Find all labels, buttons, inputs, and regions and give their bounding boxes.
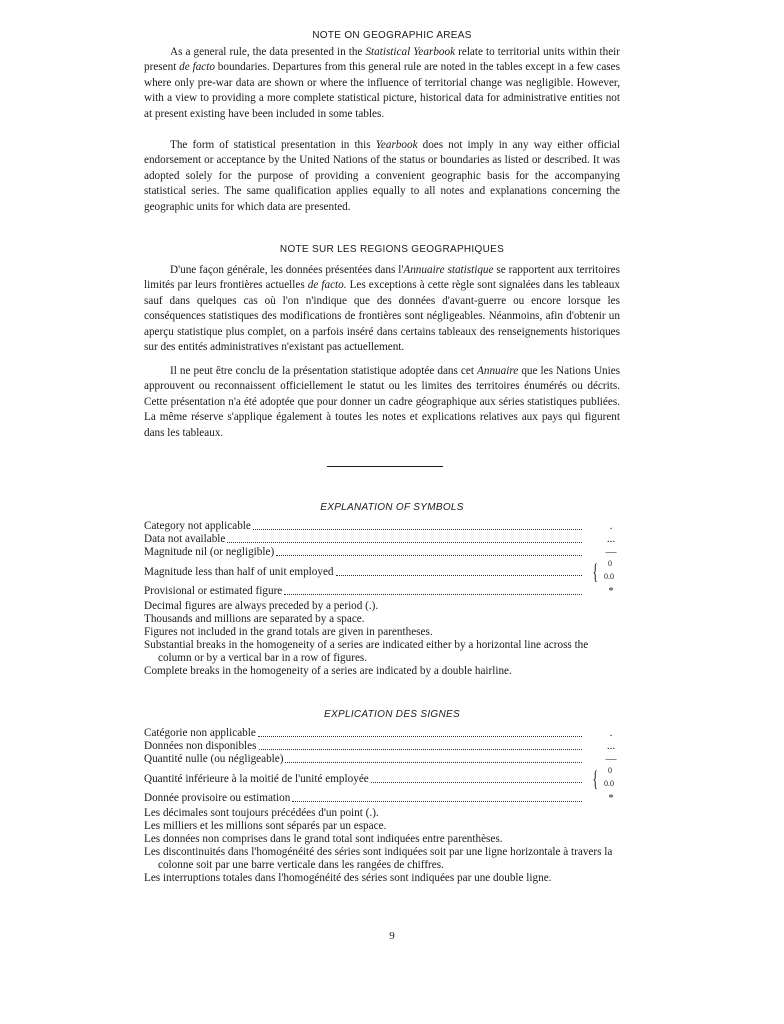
symbol-value: — [605, 753, 617, 765]
symbol-row [144, 559, 622, 585]
symbol-label: Magnitude less than half of unit employed [144, 566, 334, 578]
symbol-value: * [608, 792, 614, 804]
symbol-label: Quantité inférieure à la moitié de l'unité employée [144, 773, 369, 785]
symbol-label: Données non disponibles [144, 740, 257, 752]
symbol-row [144, 546, 622, 559]
brace-icon: { [592, 766, 599, 791]
symbol-value: * [608, 585, 614, 597]
symbol-label: Provisional or estimated figure [144, 585, 283, 597]
symbol-label: Catégorie non applicable [144, 727, 256, 739]
symbol-note: Les interruptions totales dans l'homogénéité des séries sont indiquées par une double ligne. [144, 872, 552, 884]
symbol-value: . [609, 520, 613, 532]
symbol-row [144, 520, 622, 533]
symbol-row [144, 753, 622, 766]
note-en-paragraph-2: The form of statistical presentation in this Yearbook does not imply in any way either official endorsement or acceptance by the United Nations of the status or boundaries as listed or described. It was adopted solely for the purpose of providing a convenient geographic basis for the accompanying statistical series. The same qualification applies equally to all notes and explanations concerning the geographic units for which data are presented. [144, 139, 620, 213]
symbol-row [144, 792, 622, 805]
symbol-note: Substantial breaks in the homogeneity of a series are indicated either by a horizontal line across the column or by a vertical bar in a row of figures. [144, 639, 589, 664]
page-number: 9 [389, 930, 395, 942]
symbols-en-notes [144, 600, 622, 678]
symbol-note: Les décimales sont toujours précédées d'un point (.). [144, 807, 379, 819]
symbol-note: Decimal figures are always preceded by a period (.). [144, 600, 379, 612]
symbol-row [144, 727, 622, 740]
section-divider [327, 466, 443, 467]
symbol-row [144, 740, 622, 753]
symbol-value: { 0 0.0 [592, 766, 614, 791]
symbol-note: Complete breaks in the homogeneity of a series are indicated by a double hairline. [144, 665, 512, 677]
symbol-value: ... [606, 740, 616, 752]
symbols-fr-notes [144, 807, 622, 885]
symbol-row [144, 533, 622, 546]
symbol-note: Les données non comprises dans le grand total sont indiquées entre parenthèses. [144, 833, 503, 845]
symbol-value: { 0 0.0 [592, 559, 614, 584]
note-fr-title: NOTE SUR LES REGIONS GEOGRAPHIQUES [279, 244, 505, 255]
symbol-note: Thousands and millions are separated by a space. [144, 613, 365, 625]
symbols-en-table [144, 520, 622, 598]
symbols-fr-title: EXPLICATION DES SIGNES [324, 709, 460, 720]
symbol-label: Data not available [144, 533, 226, 545]
brace-icon: { [592, 559, 599, 584]
symbol-label: Quantité nulle (ou négligeable) [144, 753, 284, 765]
symbol-label: Category not applicable [144, 520, 251, 532]
symbol-note: Les discontinuités dans l'homogénéité des séries sont indiquées soit par une ligne horizontale à travers la colonne soit par une barre verticale dans les rangées de chiffres. [144, 846, 613, 871]
symbols-en-title: EXPLANATION OF SYMBOLS [320, 502, 464, 513]
symbol-label: Magnitude nil (or negligible) [144, 546, 275, 558]
symbol-row [144, 766, 622, 792]
symbol-value: — [605, 546, 617, 558]
symbols-fr-table [144, 727, 622, 805]
note-en-paragraph-1: As a general rule, the data presented in the Statistical Yearbook relate to territorial units within their present de facto boundaries. Departures from this general rule are noted in the tables except in a few cases where only pre-war data are shown or where the influence of territorial change was negligible. However, with a view to providing a more complete statistical picture, historical data for administrative entities not at present existing have been included in some tables. [144, 46, 620, 120]
note-fr-paragraph-2: Il ne peut être conclu de la présentation statistique adoptée dans cet Annuaire que les Nations Unies approuvent ou reconnaissent officiellement le statut ou les limites des territoires énumérés ou décrits. Cette présentation n'a été adoptée que pour donner un cadre géographique aux séries statistiques publiées. La même réserve s'applique également à toutes les notes et explications relatives aux pays qui figurent dans les tableaux. [144, 365, 621, 439]
symbol-value: . [609, 727, 613, 739]
symbol-value: ... [606, 533, 616, 545]
symbol-note: Figures not included in the grand totals are given in parentheses. [144, 626, 433, 638]
symbol-note: Les milliers et les millions sont séparés par un espace. [144, 820, 387, 832]
symbol-label: Donnée provisoire ou estimation [144, 792, 291, 804]
symbol-row [144, 585, 622, 598]
note-fr-paragraph-1: D'une façon générale, les données présentées dans l'Annuaire statistique se rapportent aux territoires limités par leurs frontières actuelles de facto. Les exceptions à cette règle sont signalées dans les tableaux sauf dans quelques cas où l'on n'indique que des données d'avant-guerre ou encore lorsque les conséquences statistiques des modifications de frontières sont négligeables. Néanmoins, afin d'obtenir un aperçu statistique plus complet, on a parfois inséré dans certains tableaux des renseignements historiques sur des entités administratives n'existant pas actuellement. [144, 264, 621, 354]
note-en-title: NOTE ON GEOGRAPHIC AREAS [312, 30, 472, 41]
